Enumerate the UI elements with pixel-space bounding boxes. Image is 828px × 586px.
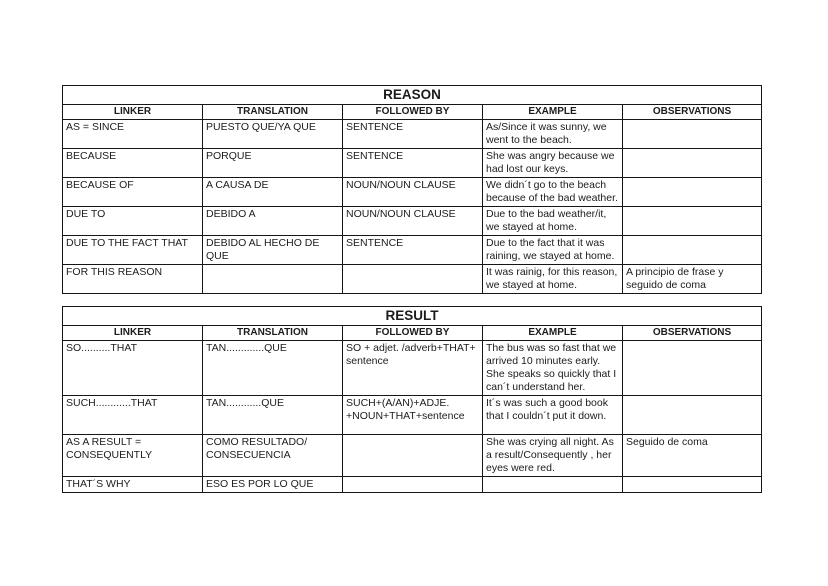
- cell-observations: Seguido de coma: [623, 435, 762, 477]
- cell-translation: A CAUSA DE: [203, 178, 343, 207]
- table-row: [63, 265, 762, 294]
- cell-linker: SUCH............THAT: [63, 396, 203, 435]
- cell-linker: AS A RESULT = CONSEQUENTLY: [63, 435, 203, 477]
- reason-header-row: [63, 105, 762, 120]
- cell-linker: DUE TO: [63, 207, 203, 236]
- result-header-row: [63, 326, 762, 341]
- cell-followed-by: SENTENCE: [343, 120, 483, 149]
- column-header-observations: OBSERVATIONS: [623, 326, 762, 341]
- cell-example: We didn´t go to the beach because of the bad weather.: [483, 178, 623, 207]
- cell-linker: SO..........THAT: [63, 341, 203, 396]
- column-header-translation: TRANSLATION: [203, 105, 343, 120]
- column-header-followed-by: FOLLOWED BY: [343, 105, 483, 120]
- cell-translation: ESO ES POR LO QUE: [203, 477, 343, 493]
- cell-observations: [623, 178, 762, 207]
- column-header-linker: LINKER: [63, 105, 203, 120]
- result-title-row: [63, 307, 762, 326]
- cell-translation: TAN............QUE: [203, 396, 343, 435]
- cell-observations: [623, 396, 762, 435]
- column-header-example: EXAMPLE: [483, 105, 623, 120]
- cell-translation: PORQUE: [203, 149, 343, 178]
- cell-followed-by: NOUN/NOUN CLAUSE: [343, 207, 483, 236]
- cell-followed-by: [343, 435, 483, 477]
- cell-linker: THAT´S WHY: [63, 477, 203, 493]
- cell-translation: [203, 265, 343, 294]
- cell-linker: AS = SINCE: [63, 120, 203, 149]
- result-table: [62, 306, 762, 493]
- table-row: [63, 178, 762, 207]
- cell-observations: [623, 477, 762, 493]
- table-title: RESULT: [63, 307, 762, 326]
- cell-example: Due to the fact that it was raining, we stayed at home.: [483, 236, 623, 265]
- cell-example: The bus was so fast that we arrived 10 minutes early. She speaks so quickly that I can´t understand her.: [483, 341, 623, 396]
- cell-linker: BECAUSE: [63, 149, 203, 178]
- cell-translation: DEBIDO A: [203, 207, 343, 236]
- table-title: REASON: [63, 86, 762, 105]
- cell-followed-by: NOUN/NOUN CLAUSE: [343, 178, 483, 207]
- column-header-followed-by: FOLLOWED BY: [343, 326, 483, 341]
- cell-observations: [623, 341, 762, 396]
- cell-example: It´s was such a good book that I couldn´t put it down.: [483, 396, 623, 435]
- cell-linker: BECAUSE OF: [63, 178, 203, 207]
- table-row: [63, 435, 762, 477]
- column-header-translation: TRANSLATION: [203, 326, 343, 341]
- table-row: [63, 149, 762, 178]
- cell-followed-by: SO + adjet. /adverb+THAT+ sentence: [343, 341, 483, 396]
- cell-observations: A principio de frase y seguido de coma: [623, 265, 762, 294]
- cell-example: She was crying all night. As a result/Consequently , her eyes were red.: [483, 435, 623, 477]
- cell-observations: [623, 149, 762, 178]
- cell-translation: TAN.............QUE: [203, 341, 343, 396]
- cell-followed-by: SENTENCE: [343, 149, 483, 178]
- table-row: [63, 396, 762, 435]
- table-row: [63, 477, 762, 493]
- reason-title-row: [63, 86, 762, 105]
- cell-example: Due to the bad weather/it, we stayed at home.: [483, 207, 623, 236]
- cell-translation: COMO RESULTADO/ CONSECUENCIA: [203, 435, 343, 477]
- cell-observations: [623, 120, 762, 149]
- cell-linker: DUE TO THE FACT THAT: [63, 236, 203, 265]
- cell-translation: DEBIDO AL HECHO DE QUE: [203, 236, 343, 265]
- table-row: [63, 236, 762, 265]
- cell-example: As/Since it was sunny, we went to the beach.: [483, 120, 623, 149]
- reason-table: [62, 85, 762, 294]
- cell-example: [483, 477, 623, 493]
- cell-followed-by: SENTENCE: [343, 236, 483, 265]
- cell-observations: [623, 236, 762, 265]
- cell-followed-by: SUCH+(A/AN)+ADJE. +NOUN+THAT+sentence: [343, 396, 483, 435]
- cell-observations: [623, 207, 762, 236]
- table-row: [63, 120, 762, 149]
- cell-followed-by: [343, 265, 483, 294]
- cell-example: It was rainig, for this reason, we stayed at home.: [483, 265, 623, 294]
- column-header-linker: LINKER: [63, 326, 203, 341]
- cell-example: She was angry because we had lost our keys.: [483, 149, 623, 178]
- column-header-example: EXAMPLE: [483, 326, 623, 341]
- cell-translation: PUESTO QUE/YA QUE: [203, 120, 343, 149]
- table-row: [63, 207, 762, 236]
- column-header-observations: OBSERVATIONS: [623, 105, 762, 120]
- cell-linker: FOR THIS REASON: [63, 265, 203, 294]
- table-row: [63, 341, 762, 396]
- cell-followed-by: [343, 477, 483, 493]
